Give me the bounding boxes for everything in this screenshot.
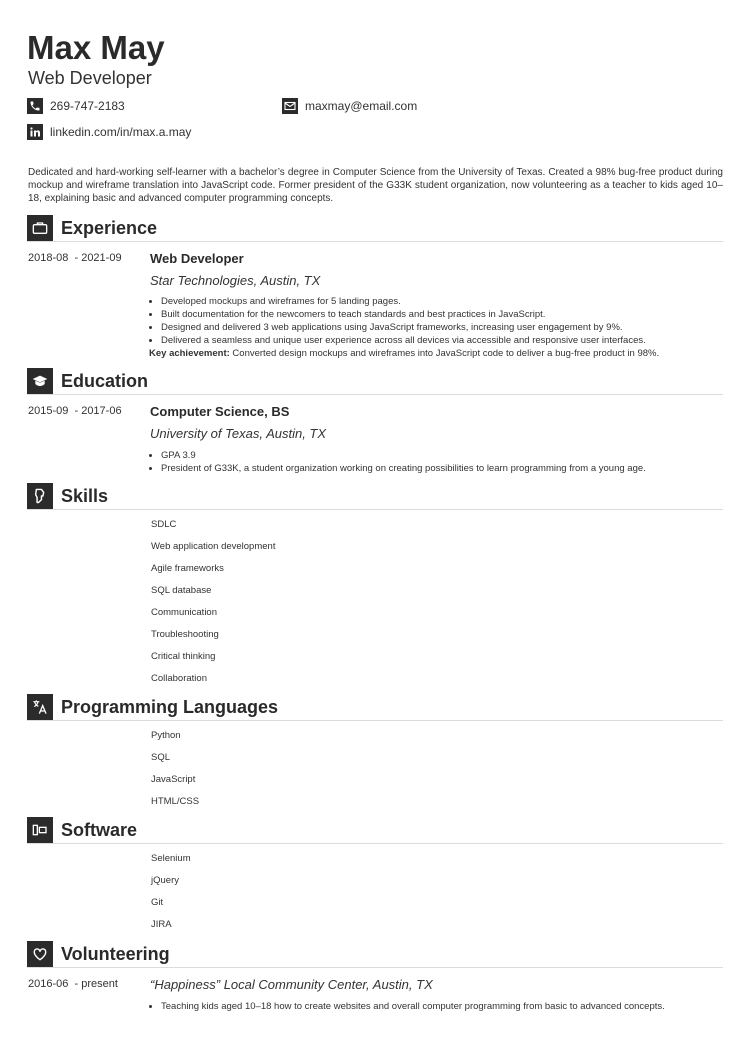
education-school: University of Texas, Austin, TX (150, 426, 327, 441)
skills-title: Skills (61, 486, 109, 506)
volunteering-bullets (149, 1000, 665, 1013)
graduation-cap-icon (27, 368, 53, 394)
phone-contact (27, 98, 125, 114)
skill-item: Collaboration (151, 673, 207, 684)
software-section-header (27, 817, 723, 844)
software-item: jQuery (151, 875, 179, 886)
brain-icon (27, 483, 53, 509)
devices-icon (27, 817, 53, 843)
list-item: • Built documentation for the newcomers to teach standards and best practices in JavaScript. (161, 308, 646, 321)
achievement-label: Key achievement: (149, 348, 230, 359)
experience-title: Experience (61, 218, 158, 238)
phone-number: 269-747-2183 (50, 99, 125, 113)
linkedin-contact (27, 124, 191, 140)
language-item: HTML/CSS (151, 796, 200, 807)
skill-item: SDLC (151, 519, 177, 530)
linkedin-icon (27, 124, 43, 140)
volunteering-title: Volunteering (61, 944, 170, 964)
list-item: • Designed and delivered 3 web applications using JavaScript frameworks, increasing user engagement by 9%. (161, 321, 646, 334)
skill-item: SQL database (151, 585, 212, 596)
translate-icon (27, 694, 53, 720)
software-item: JIRA (151, 919, 172, 930)
list-item: • Developed mockups and wireframes for 5 landing pages. (161, 295, 646, 308)
linkedin-url[interactable]: linkedin.com/in/max.a.may (50, 125, 192, 139)
job-role: Web Developer (28, 68, 152, 88)
education-bullets (149, 449, 646, 475)
list-item: • GPA 3.9 (161, 449, 646, 462)
skill-item: Agile frameworks (151, 563, 224, 574)
professional-summary: Dedicated and hard-working self-learner with a bachelor’s degree in Computer Science from the University of Texas. Created a 98% bug-free product during mockup and wireframe translation into JavaScript code. Former president of the G33K student organization, now volunteering as a teacher to kids aged 10–18, explaining basic and advanced computer programming concepts. (28, 167, 723, 204)
software-item: Git (151, 897, 164, 908)
envelope-icon (282, 98, 298, 114)
key-achievement (149, 348, 659, 359)
skill-item: Critical thinking (151, 651, 216, 662)
software-title: Software (61, 820, 138, 840)
achievement-text: Converted design mockups and wireframes into JavaScript code to deliver a bug-free product in 98%. (229, 348, 660, 359)
software-item: Selenium (151, 853, 191, 864)
education-dates: 2015-09 - 2017-06 (28, 405, 122, 417)
skill-item: Troubleshooting (151, 629, 219, 640)
language-item: JavaScript (151, 774, 196, 785)
volunteering-organization: “Happiness” Local Community Center, Austin, TX (150, 977, 433, 992)
heart-icon (27, 941, 53, 967)
candidate-name: Max May (27, 29, 165, 66)
phone-icon (27, 98, 43, 114)
skill-item: Communication (151, 607, 217, 618)
experience-job-title: Web Developer (150, 251, 244, 266)
skills-section-header (27, 483, 723, 510)
briefcase-icon (27, 215, 53, 241)
skill-item: Web application development (151, 541, 276, 552)
email-address[interactable]: maxmay@email.com (305, 99, 418, 113)
list-item: • Teaching kids aged 10–18 how to create websites and overall computer programming from basic to advanced concepts. (161, 1000, 665, 1013)
experience-dates: 2018-08 - 2021-09 (28, 252, 122, 264)
volunteering-section-header (27, 941, 723, 968)
languages-title: Programming Languages (61, 697, 279, 717)
education-degree: Computer Science, BS (150, 404, 290, 419)
list-item: • Delivered a seamless and unique user experience across all devices via accessible and responsive user interfaces. (161, 334, 646, 347)
volunteering-dates: 2016-06 - present (28, 978, 118, 990)
language-item: SQL (151, 752, 171, 763)
education-section-header (27, 368, 723, 395)
education-title: Education (61, 371, 149, 391)
language-item: Python (151, 730, 181, 741)
languages-section-header (27, 694, 723, 721)
experience-section-header (27, 215, 723, 242)
experience-company: Star Technologies, Austin, TX (150, 273, 321, 288)
list-item: • President of G33K, a student organization working on creating possibilities to learn programming from a young age. (161, 462, 646, 475)
email-contact (282, 98, 417, 114)
experience-bullets (149, 295, 646, 347)
